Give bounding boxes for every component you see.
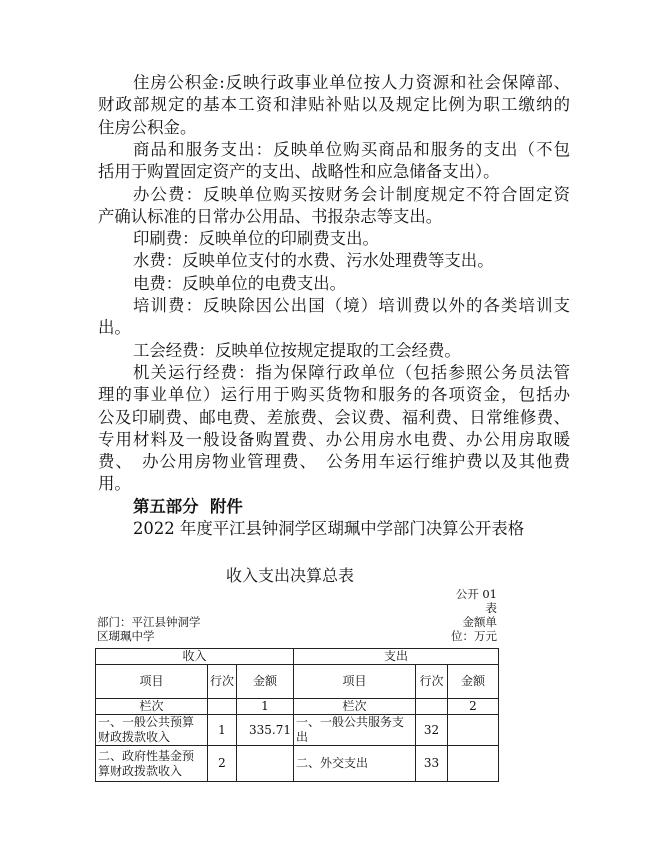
form-number-line: 表 [485,601,497,615]
expense-amount [448,715,499,746]
empty-cell [208,699,237,715]
paragraph-line: 专用材料及一般设备购置费、办公用房水电费、办公用房取暖 [98,429,570,449]
expense-row: 33 [416,746,448,782]
table-column-row [96,665,499,699]
paragraph-line: 印刷费：反映单位的印刷费支出。 [133,229,379,249]
income-item: 二、政府性基金预算财政拨款收入 [96,746,208,782]
form-number [451,587,497,643]
paragraph-line: 工会经费：反映单位按规定提取的工会经费。 [133,340,461,360]
col-row: 行次 [208,665,237,699]
expense-amount [448,746,499,782]
expense-item: 二、外交支出 [294,746,416,782]
department-line: 部门：平江县钟洞学 [97,615,201,629]
paragraph-line: 住房公积金:反映行政事业单位按人力资源和社会保障部、 [133,73,570,92]
lanci-label: 栏次 [96,699,208,715]
income-amount: 335.71 [237,715,294,746]
paragraph-line: 括用于购置固定资产的支出、战略性和应急储备支出）。 [98,162,500,182]
table-row [96,746,499,782]
paragraph-line: 费、 办公用房物业管理费、 公务用车运行维护费以及其他费 [98,452,570,472]
table-lanci-row [96,699,499,715]
section-heading: 第五部分 附件 [133,496,243,516]
paragraph-line: 电费：反映单位的电费支出。 [133,273,347,293]
lanci-num: 2 [448,699,499,715]
paragraph-line: 理的事业单位）运行用于购买货物和服务的各项资金，包括办 [98,385,570,405]
subtitle: 2022 年度平江县钟洞学区瑚珮中学部门决算公开表格 [133,519,525,538]
col-item: 项目 [294,665,416,699]
unit-label: 金额单 [462,615,497,629]
unit-label: 位：万元 [451,629,497,643]
col-row: 行次 [416,665,448,699]
paragraph-line: 公及印刷费、邮电费、差旅费、会议费、福利费、日常维修费、 [98,407,570,427]
income-expense-table [95,648,499,782]
expense-item: 一、一般公共服务支出 [294,715,416,746]
paragraph-line: 机关运行经费：指为保障行政单位（包括参照公务员法管 [133,362,570,382]
expense-header: 支出 [294,649,499,665]
col-item: 项目 [96,665,208,699]
expense-row: 32 [416,715,448,746]
income-row: 2 [208,746,237,782]
paragraph-line: 商品和服务支出：反映单位购买商品和服务的支出（不包 [133,139,570,159]
table-title: 收入支出决算总表 [225,566,354,585]
income-item: 一、一般公共预算财政拨款收入 [96,715,208,746]
department-label [97,615,201,643]
paragraph-line: 培训费：反映除因公出国（境）培训费以外的各类培训支 [133,296,570,315]
income-row: 1 [208,715,237,746]
empty-cell [416,699,448,715]
table-row [96,715,499,746]
col-amount: 金额 [237,665,294,699]
col-amount: 金额 [448,665,499,699]
paragraph-line: 财政部规定的基本工资和津贴补贴以及规定比例为职工缴纳的 [98,95,570,115]
paragraph-line: 办公费：反映单位购买按财务会计制度规定不符合固定资 [133,184,570,204]
form-number-line: 公开 01 [455,587,497,601]
department-line: 区瑚珮中学 [97,629,155,643]
paragraph-line: 出。 [98,318,131,338]
table-header-row [96,649,499,665]
income-header: 收入 [96,649,294,665]
paragraph-line: 用。 [98,474,131,494]
income-amount [237,746,294,782]
paragraph-line: 水费：反映单位支付的水费、污水处理费等支出。 [133,251,494,271]
paragraph-line: 住房公积金。 [98,117,197,137]
lanci-num: 1 [237,699,294,715]
paragraph-line: 产确认标准的日常办公用品、书报杂志等支出。 [98,206,443,226]
lanci-label: 栏次 [294,699,416,715]
